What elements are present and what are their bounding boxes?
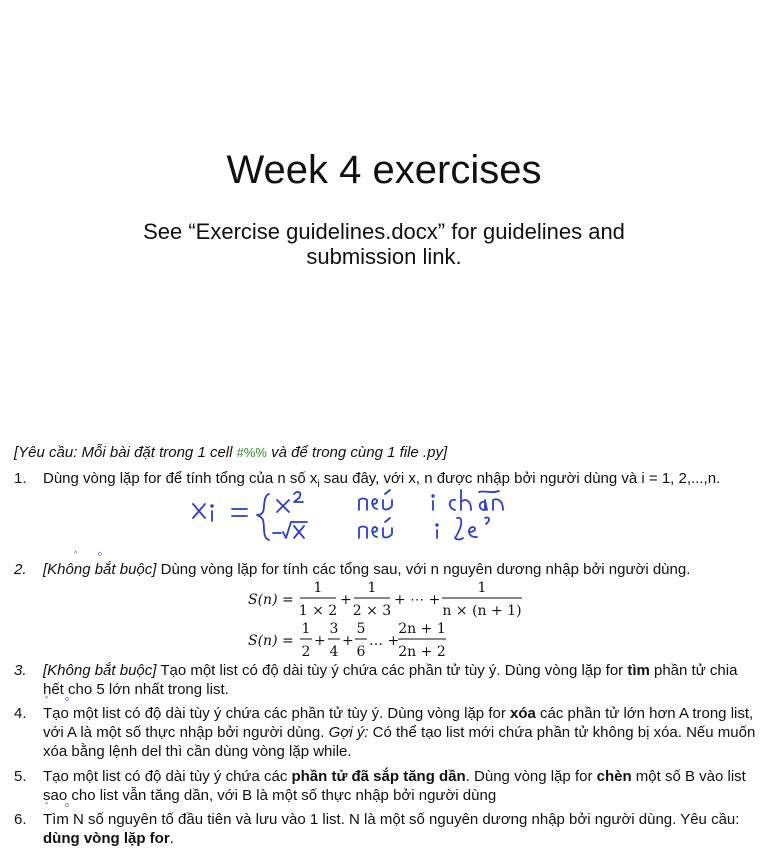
requirement-code: #%% <box>236 445 267 460</box>
frac-numerator: 1 <box>477 580 487 596</box>
requirement-prefix: [Yêu cầu: Mỗi bài đặt trong 1 cell <box>14 444 237 461</box>
frac-numerator: 1 <box>301 621 311 637</box>
optional-tag: [Không bắt buộc] <box>43 561 157 578</box>
exercise-number: 6. <box>14 811 27 828</box>
exercise-3: 3. [Không bắt buộc] Tạo một list có độ dài tùy ý chứa các phần tử tùy ý. Dùng vòng lặp for tìm phần tử chia hết cho 5 lớn nhất trong list. <box>14 662 738 698</box>
frac-denominator: 2n + 2 <box>398 644 446 660</box>
optional-tag: [Không bắt buộc] <box>43 662 157 679</box>
exercise-number: 3. <box>14 662 27 679</box>
exercise-1 <box>14 469 758 488</box>
frac-numerator: 3 <box>329 621 339 637</box>
exercise-6: 6. Tìm N số nguyên tố đầu tiên và lưu vào 1 list. N là một số nguyên dương nhập bởi người dùng. Yêu cầu: dùng vòng lặp for. <box>14 811 740 847</box>
annotation-mark: o <box>65 802 69 809</box>
formula-operator: + <box>342 633 354 649</box>
page-title: Week 4 exercises <box>226 148 542 192</box>
frac-numerator: 5 <box>356 621 366 637</box>
frac-numerator: 1 <box>313 580 323 596</box>
requirement-suffix: và để trong cùng 1 file .py] <box>267 444 448 461</box>
frac-numerator: 1 <box>367 580 377 596</box>
frac-numerator: 2n + 1 <box>398 621 446 637</box>
exercise-number: 4. <box>14 705 27 722</box>
formula-lhs: S(n) = <box>248 633 294 649</box>
exercise-5: 5. Tạo một list có độ dài tùy ý chứa các phần tử đã sắp tăng dần. Dùng vòng lặp for chèn một số B vào list sao cho list vẫn tăng dần, với B là một số thực nhập bởi người dùng <box>14 768 746 804</box>
requirement-note <box>14 444 447 461</box>
exercise-4: 4. Tạo một list có độ dài tùy ý chứa các phần tử tùy ý. Dùng vòng lặp for xóa các phần tử lớn hơn A trong list, với A là một số thực nhập bởi người dùng. Gợi ý: Có thể tạo list mới chứa phần tử không bị xóa. Nếu muốn xóa bằng lệnh del thì cần dùng vòng lặp while. <box>14 705 756 760</box>
exercise-text: Dùng vòng lặp for tính các tổng sau, với n nguyên dương nhập bởi người dùng. <box>156 561 691 578</box>
annotation-mark: ^ <box>45 696 49 703</box>
formula-sum-2 <box>0 618 768 662</box>
frac-denominator: 1 × 2 <box>298 603 338 619</box>
formula-operator: + ⋯ + <box>394 592 441 608</box>
formula-operator: + <box>314 633 326 649</box>
frac-denominator: 6 <box>356 644 366 660</box>
exercise-text: Dùng vòng lặp for để tính tổng của n số $x_i$ sau đây, với x, n được nhập bởi người dùng và i = 1, 2,...,n. <box>43 470 721 490</box>
annotation-mark: o <box>65 696 69 703</box>
frac-denominator: 4 <box>329 644 339 660</box>
exercise-number: 1. <box>14 470 27 487</box>
page-subtitle: See “Exercise guidelines.docx” for guidelines and submission link. <box>143 219 625 269</box>
exercise-number: 2. <box>14 561 27 578</box>
annotation-mark: o <box>98 551 102 558</box>
frac-denominator: 2 × 3 <box>352 603 392 619</box>
exercise-number: 5. <box>14 768 27 785</box>
handwritten-formula <box>185 488 535 548</box>
frac-denominator: n × (n + 1) <box>442 603 522 619</box>
formula-sum-1 <box>0 577 768 621</box>
frac-denominator: 2 <box>301 644 311 660</box>
annotation-mark: ^ <box>74 551 78 558</box>
formula-operator: + <box>340 592 352 608</box>
annotation-mark: ^ <box>45 802 49 809</box>
formula-lhs: S(n) = <box>248 592 294 608</box>
formula-operator: … + <box>369 633 400 649</box>
